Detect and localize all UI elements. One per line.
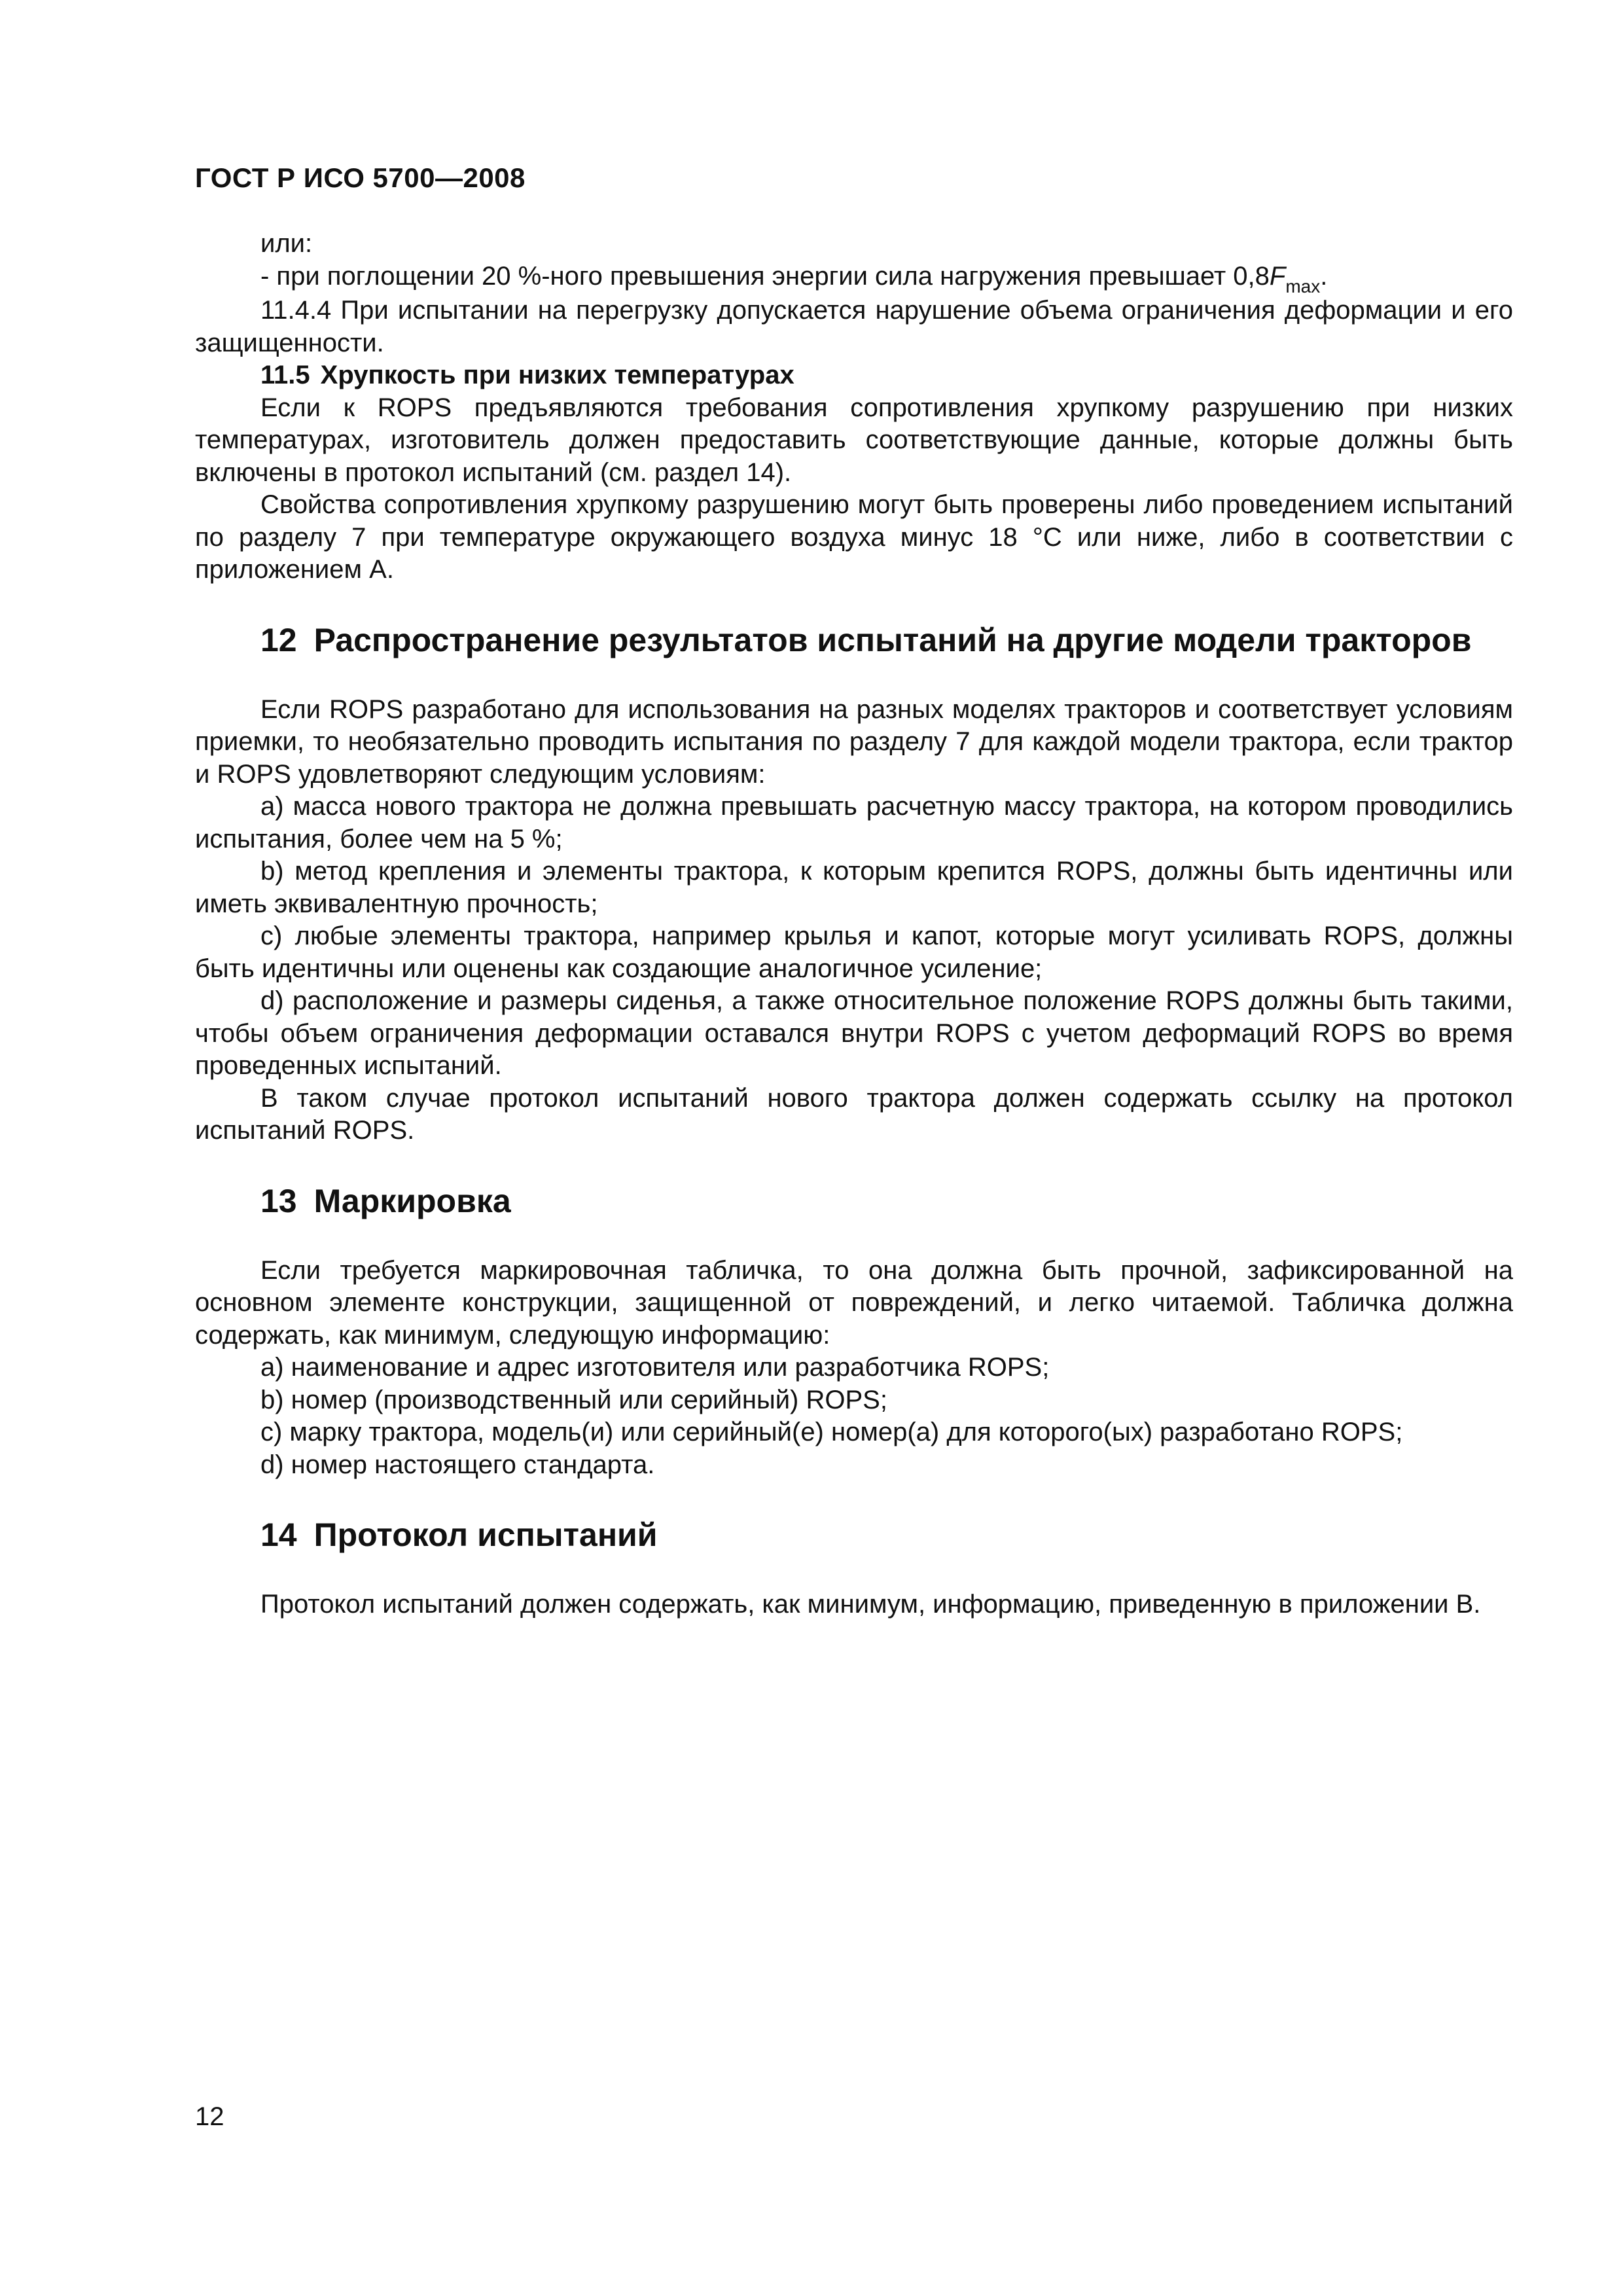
force-subscript: max <box>1285 276 1321 296</box>
subsection-11-5-heading <box>195 359 1513 392</box>
section-12-heading <box>260 620 1513 660</box>
section-12-item-b: b) метод крепления и элементы трактора, к которым крепится ROPS, должны быть идентичны или иметь эквивалентную прочность; <box>195 857 1513 918</box>
section-12-number: 12 <box>260 621 297 658</box>
clause-11-5-paragraph-2: Свойства сопротивления хрупкому разрушению могут быть проверены либо проведением испытаний по разделу 7 при температуре окружающего воздуха минус 18 °С или ниже, либо в соответствии с приложением А. <box>195 490 1513 584</box>
section-13-item-b: b) номер (производственный или серийный) ROPS; <box>260 1385 887 1414</box>
section-14-number: 14 <box>260 1516 297 1553</box>
section-12-intro: Если ROPS разработано для использования на разных моделях тракторов и соответствует условиям приемки, то необязательно проводить испытания по разделу 7 для каждой модели трактора, если трактор и ROPS удовлетворяют следующим условиям: <box>195 694 1513 789</box>
section-14-text: Протокол испытаний должен содержать, как минимум, информацию, приведенную в приложении В. <box>260 1590 1481 1619</box>
clause-11-4-4: 11.4.4 При испытании на перегрузку допускается нарушение объема ограничения деформации и его защищенности. <box>195 296 1513 357</box>
section-14-heading <box>260 1515 1513 1554</box>
force-symbol: F <box>1269 261 1286 291</box>
section-12-closing: В таком случае протокол испытаний нового трактора должен содержать ссылку на протокол испытаний ROPS. <box>195 1083 1513 1145</box>
energy-bullet-end: . <box>1320 261 1328 291</box>
section-13-item-a: a) наименование и адрес изготовителя или разработчика ROPS; <box>260 1353 1050 1382</box>
page-content <box>195 228 1513 1621</box>
section-13-item-c: c) марку трактора, модель(и) или серийный(е) номер(а) для которого(ых) разработано ROPS; <box>260 1418 1403 1446</box>
section-12-item-a: a) масса нового трактора не должна превышать расчетную массу трактора, на котором проводились испытания, более чем на 5 %; <box>195 792 1513 853</box>
or-line: или: <box>260 229 313 258</box>
energy-bullet <box>195 260 1513 295</box>
section-12-title: Распространение результатов испытаний на другие модели тракторов <box>313 621 1472 658</box>
subsection-11-5-title: Хрупкость при низких температурах <box>320 361 794 389</box>
document-id-header: ГОСТ Р ИСО 5700—2008 <box>195 162 526 193</box>
section-12-item-c: c) любые элементы трактора, например крылья и капот, которые могут усиливать ROPS, должны быть идентичны или оценены как создающие аналогичное усиление; <box>195 922 1513 983</box>
page-number: 12 <box>195 2102 224 2131</box>
section-13-intro: Если требуется маркировочная табличка, то она должна быть прочной, зафиксированной на основном элементе конструкции, защищенной от повреждений, и легко читаемой. Табличка должна содержать, как минимум, следующую информацию: <box>195 1255 1513 1350</box>
subsection-11-5-number: 11.5 <box>260 361 310 389</box>
section-13-item-d: d) номер настоящего стандарта. <box>260 1450 655 1479</box>
section-14-title: Протокол испытаний <box>313 1516 658 1553</box>
section-13-number: 13 <box>260 1182 297 1219</box>
clause-11-5-paragraph-1: Если к ROPS предъявляются требования сопротивления хрупкому разрушению при низких температурах, изготовитель должен предоставить соответствующие данные, которые должны быть включены в протокол испытаний (см. раздел 14). <box>195 393 1513 487</box>
section-13-heading <box>260 1181 1513 1221</box>
section-13-title: Маркировка <box>313 1182 511 1219</box>
energy-bullet-text: - при поглощении 20 %-ного превышения энергии сила нагружения превышает 0,8 <box>260 261 1270 291</box>
section-12-item-d: d) расположение и размеры сиденья, а также относительное положение ROPS должны быть такими, чтобы объем ограничения деформации оставался внутри ROPS с учетом деформаций ROPS во время проведенных испытаний. <box>195 986 1513 1080</box>
